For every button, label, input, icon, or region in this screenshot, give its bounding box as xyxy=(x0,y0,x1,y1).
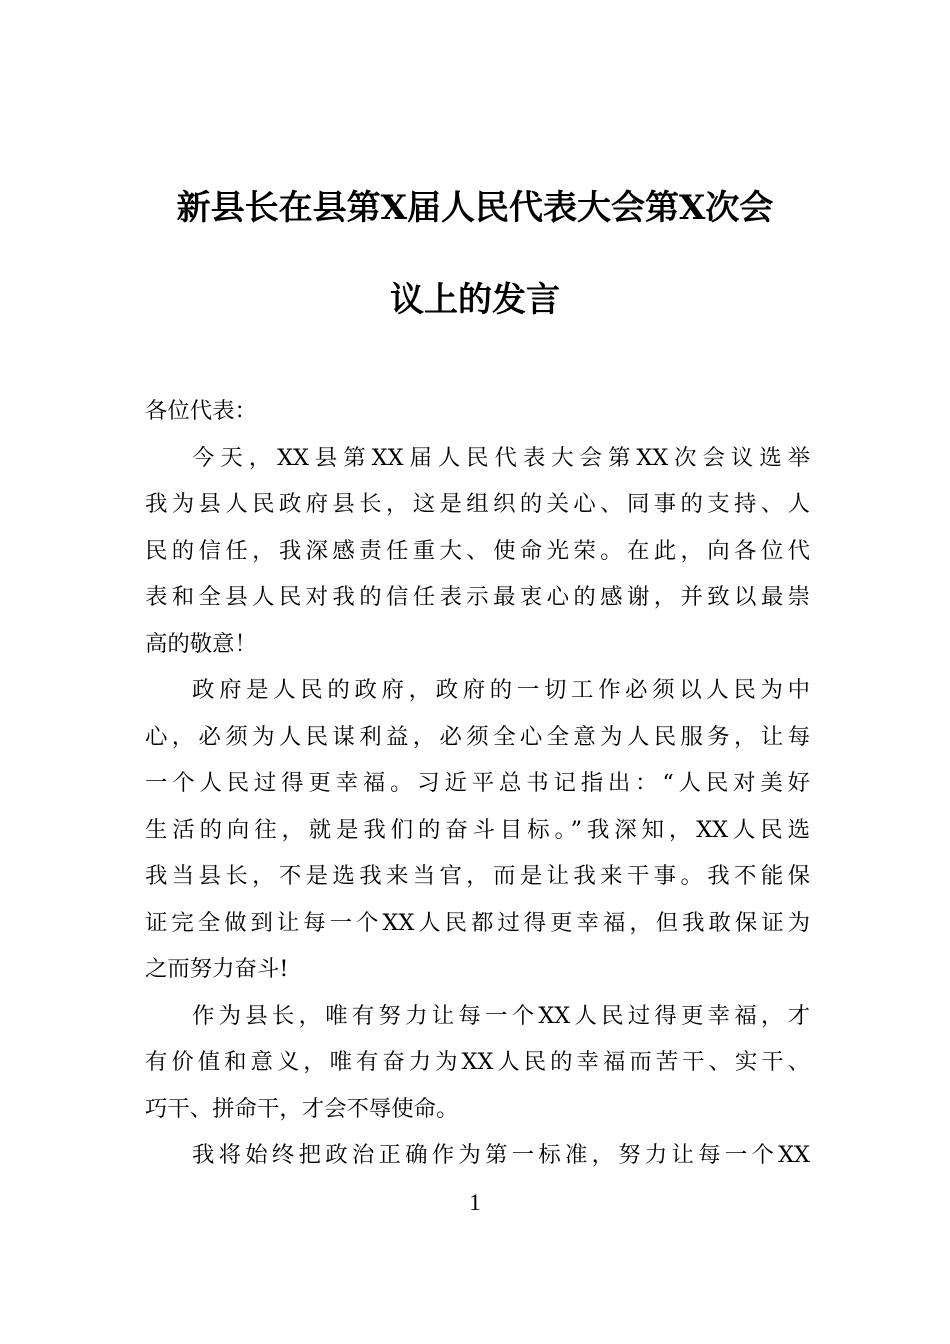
paragraph-1-line: 表和全县人民对我的信任表示最衷心的感谢，并致以最崇 xyxy=(145,584,810,610)
paragraph-2-line: 我当县长，不是选我来当官，而是让我来干事。我不能保 xyxy=(145,863,810,889)
paragraph-1-line: 高的敬意！ xyxy=(145,630,257,657)
title-line: 议上的发言 xyxy=(390,280,560,320)
paragraph-2-line: 生活的向往，就是我们的奋斗目标。”我深知，XX人民选 xyxy=(145,816,810,843)
paragraph-3-line: 作为县长，唯有努力让每一个XX人民过得更幸福，才 xyxy=(192,1002,810,1029)
paragraph-1-line: 今天，XX县第XX届人民代表大会第XX次会议选举 xyxy=(192,444,810,471)
paragraph-3-line: 巧干、拼命干，才会不辱使命。 xyxy=(145,1095,459,1122)
paragraph-2-line: 政府是人民的政府，政府的一切工作必须以人民为中 xyxy=(192,677,810,703)
title-line: 新县长在县第Ⅹ届人民代表大会第Ⅹ次会 xyxy=(176,188,774,228)
paragraph-2-line: 一个人民过得更幸福。习近平总书记指出：“人民对美好 xyxy=(145,770,810,796)
paragraph-2-line: 证完全做到让每一个XX人民都过得更幸福，但我敢保证为 xyxy=(145,909,810,936)
paragraph-3-line: 有价值和意义，唯有奋力为XX人民的幸福而苦干、实干、 xyxy=(145,1049,810,1075)
paragraph-1-line: 民的信任，我深感责任重大、使命光荣。在此，向各位代 xyxy=(145,537,810,564)
paragraph-1-line: 我为县人民政府县长，这是组织的关心、同事的支持、人 xyxy=(145,491,810,517)
paragraph-4-line: 我将始终把政治正确作为第一标准，努力让每一个XX xyxy=(192,1142,810,1168)
paragraph-2-line: 之而努力奋斗! xyxy=(145,956,289,982)
salutation: 各位代表： xyxy=(145,398,257,424)
document-body xyxy=(145,388,810,1179)
page-number: 1 xyxy=(469,1190,481,1215)
document-title xyxy=(140,162,810,346)
paragraph-2-line: 心，必须为人民谋利益，必须全心全意为人民服务，让每 xyxy=(145,723,810,750)
